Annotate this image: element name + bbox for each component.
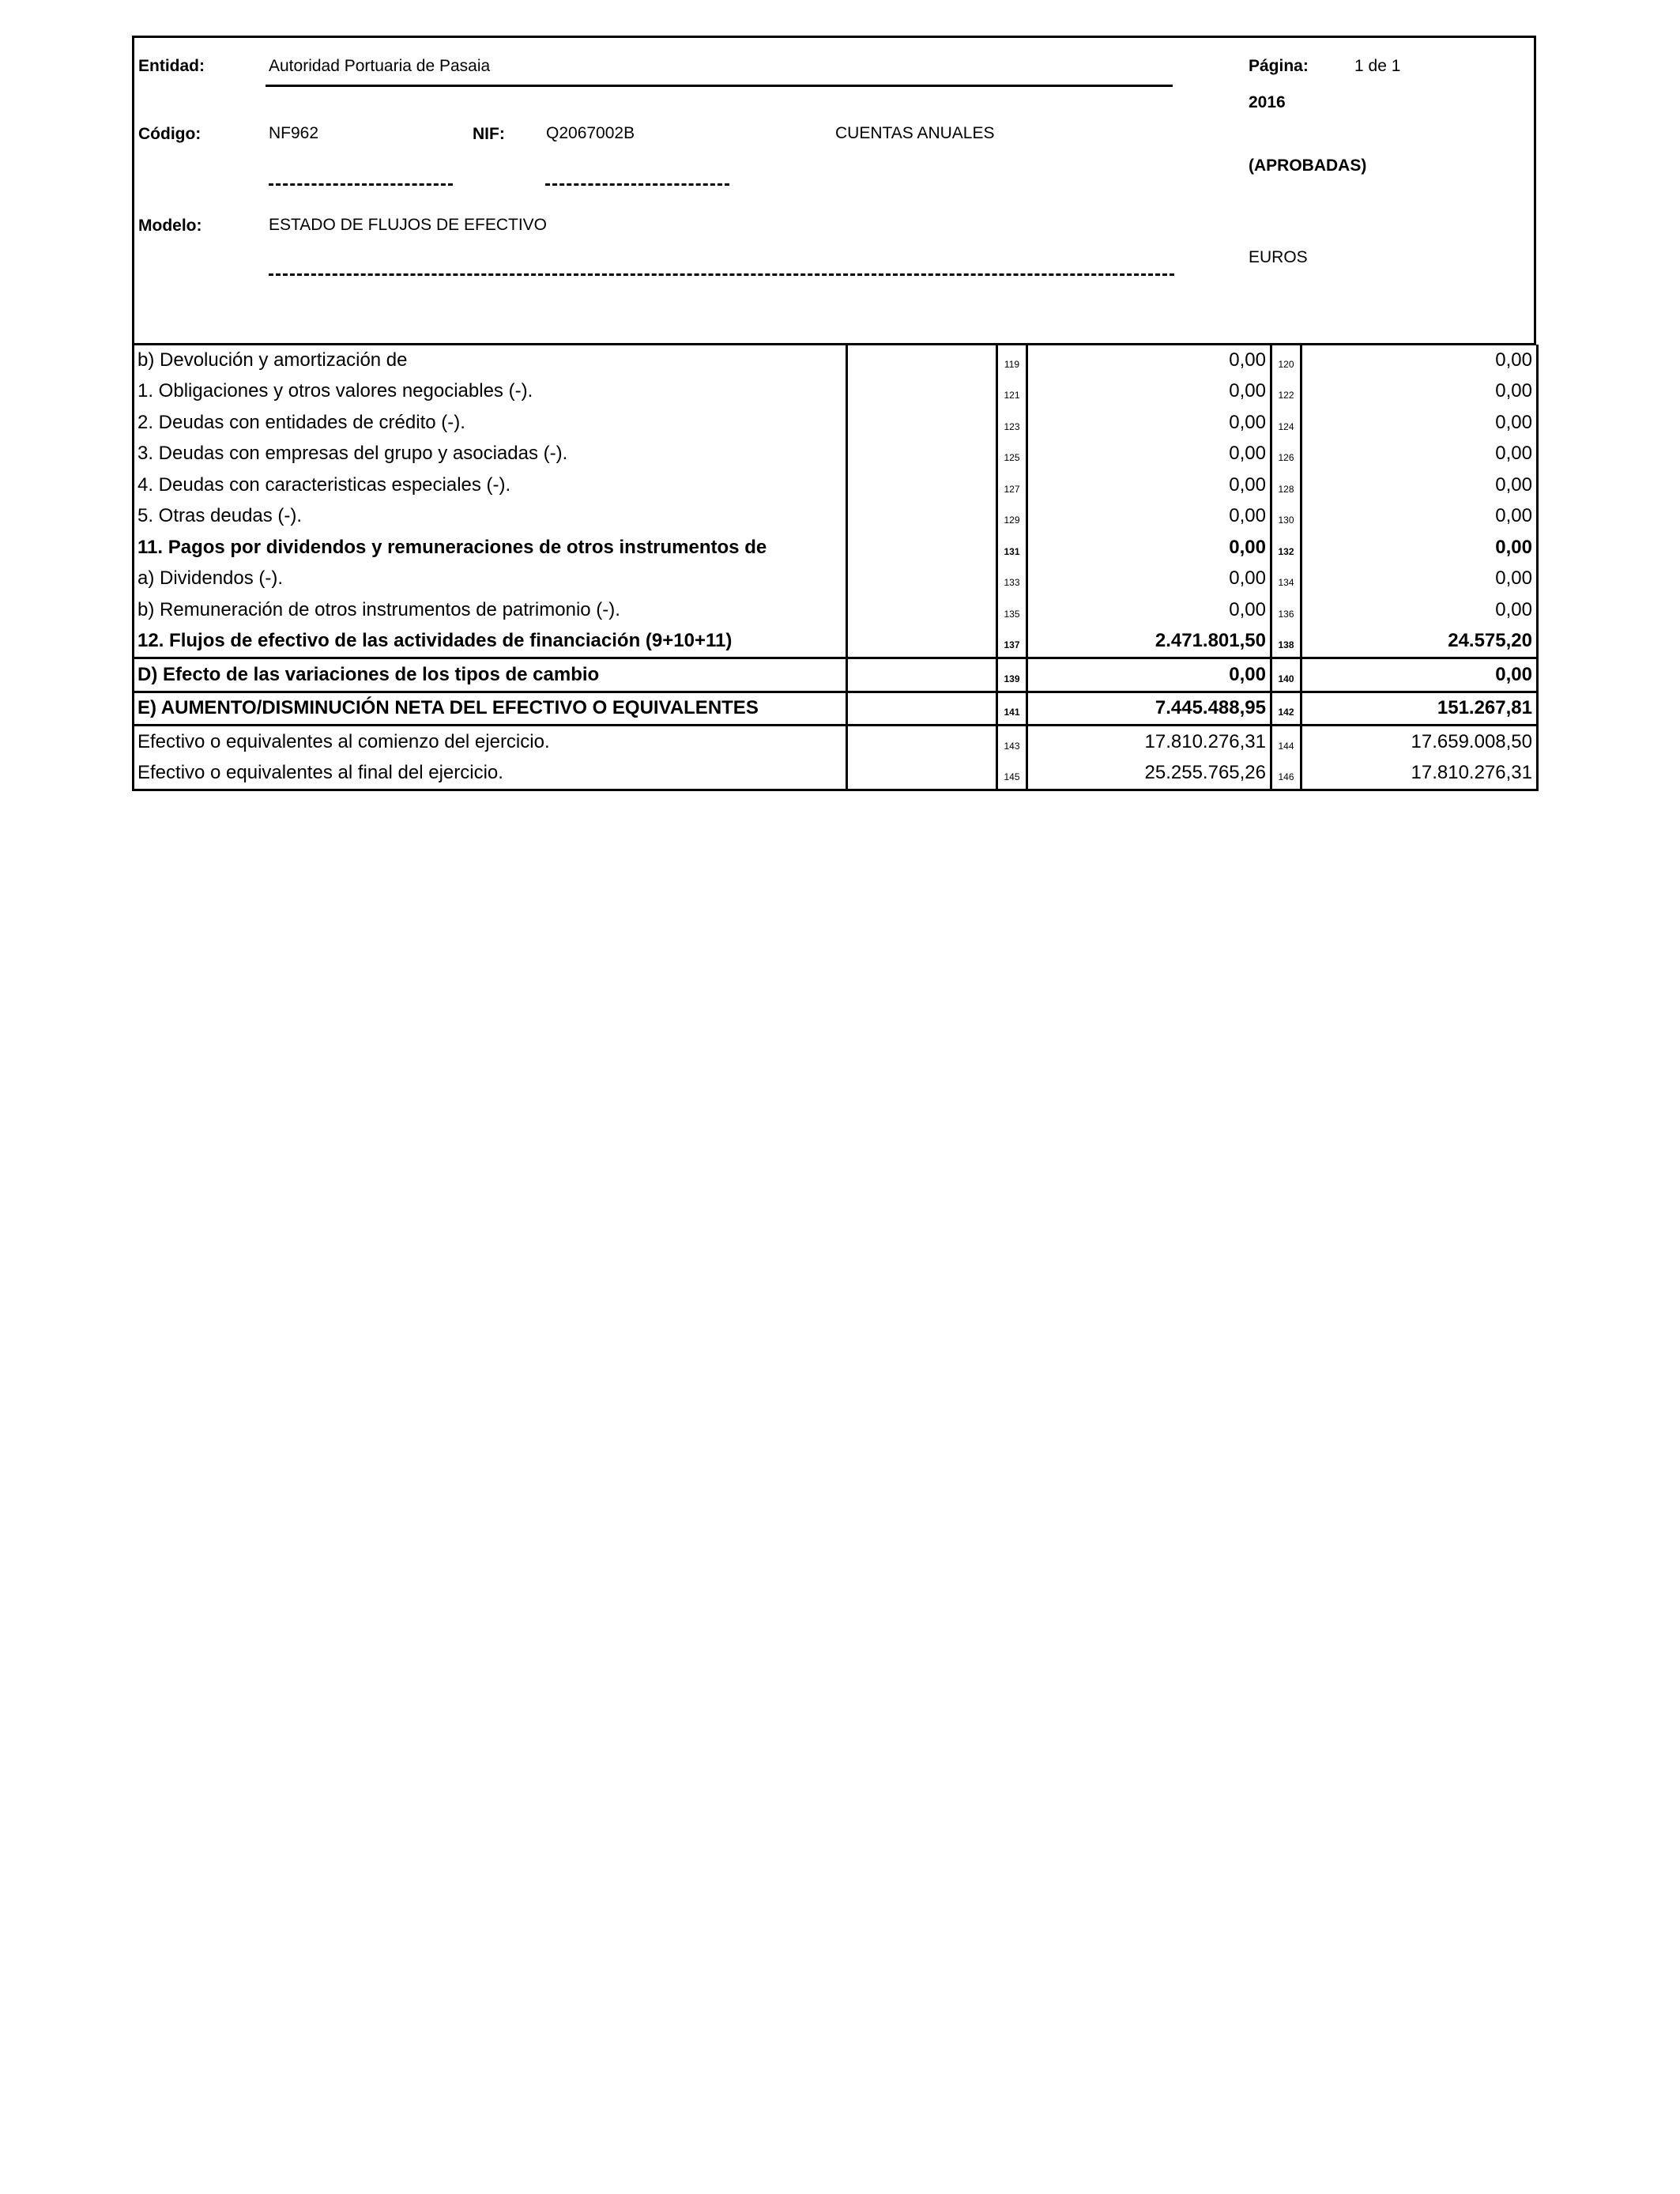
row-description: 5. Otras deudas (-). (134, 501, 847, 533)
codigo-dash-line (269, 183, 453, 186)
row-value-previous: 0,00 (1301, 501, 1538, 533)
row-code-current-text: 139 (1004, 673, 1020, 684)
row-code-current-text: 131 (1004, 545, 1020, 557)
row-value-current: 0,00 (1027, 532, 1271, 564)
row-code-previous-text: 126 (1278, 452, 1294, 464)
table-row (134, 726, 1538, 758)
row-code-current (997, 345, 1027, 376)
row-code-current (997, 726, 1027, 758)
row-note-cell (847, 345, 997, 376)
row-code-previous (1271, 469, 1301, 501)
row-code-previous (1271, 564, 1301, 595)
table-row (134, 692, 1538, 726)
table-row (134, 469, 1538, 501)
entidad-label: Entidad: (138, 57, 205, 75)
row-code-previous (1271, 626, 1301, 658)
row-value-previous: 17.659.008,50 (1301, 726, 1538, 758)
codigo-value: NF962 (269, 124, 319, 142)
row-code-previous-text: 124 (1278, 420, 1294, 432)
row-value-current: 0,00 (1027, 407, 1271, 439)
row-code-previous-text: 134 (1278, 577, 1294, 589)
row-note-cell (847, 376, 997, 408)
row-value-current: 2.471.801,50 (1027, 626, 1271, 658)
row-value-current: 0,00 (1027, 594, 1271, 626)
cash-flow-table (132, 345, 1539, 791)
modelo-dash-line (269, 273, 1174, 276)
row-code-current (997, 692, 1027, 726)
row-note-cell (847, 532, 997, 564)
table-row (134, 564, 1538, 595)
row-description: 3. Deudas con empresas del grupo y asociadas (-). (134, 439, 847, 470)
row-description: a) Dividendos (-). (134, 564, 847, 595)
row-code-current-text: 137 (1004, 639, 1020, 651)
doc-type: CUENTAS ANUALES (835, 124, 995, 142)
row-value-previous: 0,00 (1301, 469, 1538, 501)
row-code-previous-text: 132 (1278, 545, 1294, 557)
row-value-current: 0,00 (1027, 501, 1271, 533)
row-note-cell (847, 469, 997, 501)
row-code-current-text: 143 (1004, 740, 1020, 752)
row-code-previous-text: 140 (1278, 673, 1294, 684)
row-code-previous-text: 138 (1278, 639, 1294, 651)
table-row (134, 532, 1538, 564)
row-description: Efectivo o equivalentes al comienzo del ejercicio. (134, 726, 847, 758)
row-code-current (997, 376, 1027, 408)
modelo-label: Modelo: (138, 217, 202, 235)
row-code-previous (1271, 501, 1301, 533)
row-value-previous: 0,00 (1301, 564, 1538, 595)
row-code-current-text: 135 (1004, 608, 1020, 620)
row-code-previous-text: 146 (1278, 771, 1294, 783)
row-value-current: 0,00 (1027, 564, 1271, 595)
row-code-previous-text: 130 (1278, 515, 1294, 526)
row-note-cell (847, 407, 997, 439)
row-note-cell (847, 626, 997, 658)
table-row (134, 658, 1538, 692)
row-description: 4. Deudas con caracteristicas especiales (-). (134, 469, 847, 501)
row-code-previous-text: 122 (1278, 390, 1294, 401)
row-code-previous-text: 120 (1278, 358, 1294, 370)
row-code-current (997, 564, 1027, 595)
row-value-previous: 151.267,81 (1301, 692, 1538, 726)
row-code-current (997, 469, 1027, 501)
row-note-cell (847, 501, 997, 533)
currency-label: EUROS (1249, 248, 1308, 266)
row-code-current-text: 121 (1004, 390, 1020, 401)
row-note-cell (847, 564, 997, 595)
row-value-current: 0,00 (1027, 658, 1271, 692)
row-code-previous (1271, 439, 1301, 470)
nif-value: Q2067002B (546, 124, 635, 142)
row-code-previous-text: 142 (1278, 707, 1294, 718)
row-note-cell (847, 658, 997, 692)
row-value-current: 17.810.276,31 (1027, 726, 1271, 758)
entidad-value: Autoridad Portuaria de Pasaia (269, 57, 491, 75)
entidad-underline (266, 85, 1173, 87)
row-value-current: 25.255.765,26 (1027, 758, 1271, 790)
row-code-current (997, 626, 1027, 658)
table-row (134, 626, 1538, 658)
row-description: 2. Deudas con entidades de crédito (-). (134, 407, 847, 439)
row-code-previous (1271, 376, 1301, 408)
row-code-previous (1271, 758, 1301, 790)
row-value-previous: 0,00 (1301, 658, 1538, 692)
row-code-previous (1271, 658, 1301, 692)
row-description: Efectivo o equivalentes al final del ejercicio. (134, 758, 847, 790)
row-description: E) AUMENTO/DISMINUCIÓN NETA DEL EFECTIVO O EQUIVALENTES (134, 692, 847, 726)
row-code-previous (1271, 345, 1301, 376)
row-description: 11. Pagos por dividendos y remuneraciones de otros instrumentos de (134, 532, 847, 564)
row-value-previous: 0,00 (1301, 439, 1538, 470)
row-code-previous (1271, 532, 1301, 564)
modelo-value: ESTADO DE FLUJOS DE EFECTIVO (269, 216, 547, 234)
codigo-label: Código: (138, 125, 202, 143)
nif-label: NIF: (473, 125, 505, 143)
table-row (134, 758, 1538, 790)
row-code-current (997, 407, 1027, 439)
row-description: 12. Flujos de efectivo de las actividades de financiación (9+10+11) (134, 626, 847, 658)
row-value-previous: 0,00 (1301, 594, 1538, 626)
row-code-current-text: 133 (1004, 577, 1020, 589)
status-label: (APROBADAS) (1249, 156, 1367, 175)
row-code-previous (1271, 692, 1301, 726)
table-row (134, 345, 1538, 376)
row-code-previous (1271, 407, 1301, 439)
row-value-current: 0,00 (1027, 345, 1271, 376)
row-code-previous (1271, 594, 1301, 626)
row-note-cell (847, 594, 997, 626)
table-row (134, 594, 1538, 626)
document-header (132, 36, 1536, 345)
row-value-previous: 0,00 (1301, 376, 1538, 408)
row-code-current-text: 119 (1004, 358, 1020, 370)
row-value-current: 0,00 (1027, 469, 1271, 501)
table-row (134, 439, 1538, 470)
row-value-previous: 0,00 (1301, 345, 1538, 376)
row-note-cell (847, 439, 997, 470)
row-code-current-text: 123 (1004, 420, 1020, 432)
row-note-cell (847, 726, 997, 758)
pagina-value: 1 de 1 (1354, 57, 1401, 75)
row-description: D) Efecto de las variaciones de los tipos de cambio (134, 658, 847, 692)
row-value-previous: 0,00 (1301, 407, 1538, 439)
row-note-cell (847, 692, 997, 726)
pagina-label: Página: (1249, 57, 1309, 75)
row-value-current: 0,00 (1027, 439, 1271, 470)
row-value-current: 0,00 (1027, 376, 1271, 408)
row-value-current: 7.445.488,95 (1027, 692, 1271, 726)
row-value-previous: 24.575,20 (1301, 626, 1538, 658)
table-row (134, 407, 1538, 439)
row-code-previous-text: 136 (1278, 608, 1294, 620)
row-code-current-text: 129 (1004, 515, 1020, 526)
row-code-previous-text: 144 (1278, 740, 1294, 752)
row-code-current-text: 125 (1004, 452, 1020, 464)
row-description: 1. Obligaciones y otros valores negociables (-). (134, 376, 847, 408)
row-description: b) Devolución y amortización de (134, 345, 847, 376)
year-label: 2016 (1249, 93, 1286, 111)
row-code-current (997, 658, 1027, 692)
row-value-previous: 17.810.276,31 (1301, 758, 1538, 790)
row-code-current (997, 501, 1027, 533)
row-code-previous-text: 128 (1278, 483, 1294, 495)
table-row (134, 376, 1538, 408)
row-code-current (997, 758, 1027, 790)
row-code-current-text: 141 (1004, 707, 1020, 718)
row-code-current (997, 439, 1027, 470)
row-value-previous: 0,00 (1301, 532, 1538, 564)
row-code-current (997, 594, 1027, 626)
row-description: b) Remuneración de otros instrumentos de patrimonio (-). (134, 594, 847, 626)
row-code-current-text: 145 (1004, 771, 1020, 783)
row-note-cell (847, 758, 997, 790)
table-row (134, 501, 1538, 533)
row-code-current (997, 532, 1027, 564)
row-code-previous (1271, 726, 1301, 758)
table-body (134, 345, 1538, 790)
nif-dash-line (545, 183, 729, 186)
row-code-current-text: 127 (1004, 483, 1020, 495)
